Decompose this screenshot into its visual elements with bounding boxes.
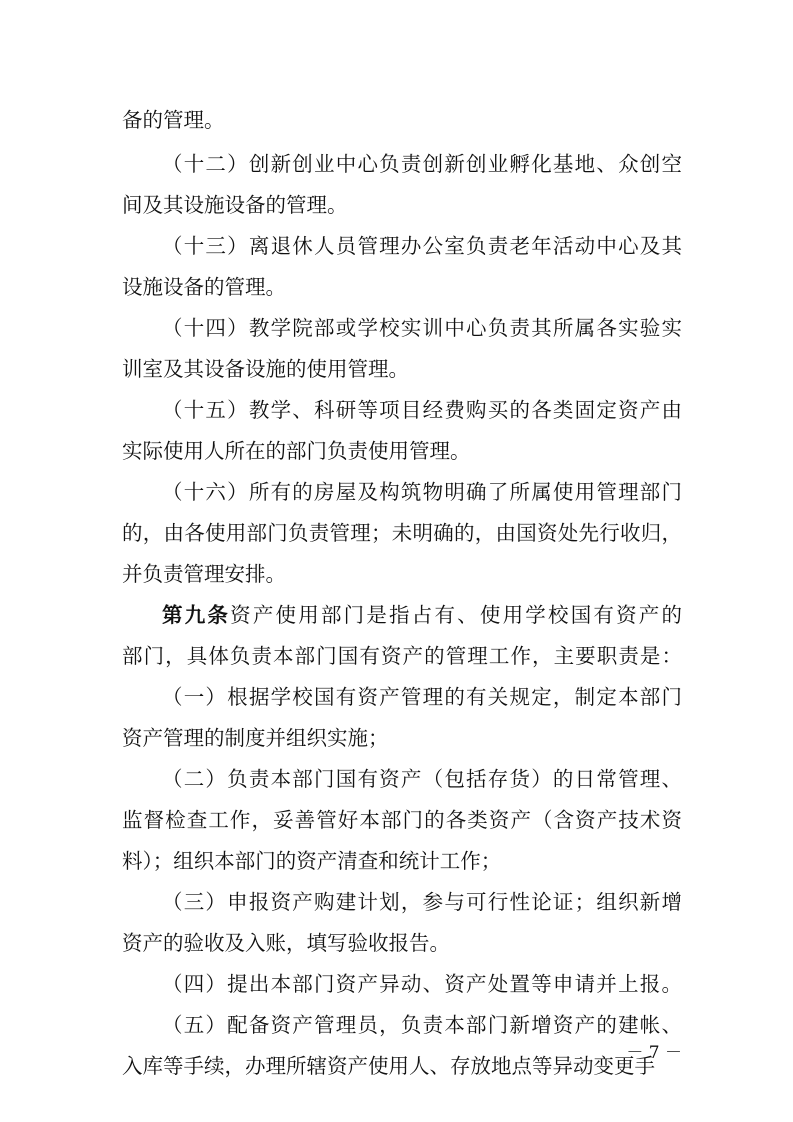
text-line: 设施设备的管理。 (122, 275, 286, 299)
page-number: － 7 － (626, 1043, 682, 1063)
text-line: （五）配备资产管理员，负责本部门新增资产的建帐、 (162, 1013, 682, 1037)
text-line: （十五）教学、科研等项目经费购买的各类固定资产由 (162, 398, 682, 422)
text-line: （十六）所有的房屋及构筑物明确了所属使用管理部门 (162, 480, 682, 504)
text-line: （二）负责本部门国有资产（包括存货）的日常管理、 (162, 767, 682, 791)
text-line: 监督检查工作，妥善管好本部门的各类资产（含资产技术资 (122, 808, 682, 832)
text-line: 的，由各使用部门负责管理；未明确的，由国资处先行收归， (122, 521, 682, 545)
text-line: （十四）教学院部或学校实训中心负责其所属各实验实 (162, 316, 682, 340)
text-line: 资产管理的制度并组织实施； (122, 726, 389, 750)
text-line: 备的管理。 (122, 108, 225, 132)
text-line: 入库等手续，办理所辖资产使用人、存放地点等异动变更手 (122, 1054, 655, 1078)
text-line: 实际使用人所在的部门负责使用管理。 (122, 439, 471, 463)
article-heading-line: 第九条资产使用部门是指占有、使用学校国有资产的 (162, 603, 683, 627)
text-line: （四）提出本部门资产异动、资产处置等申请并上报。 (162, 972, 682, 996)
text-line: （十三）离退休人员管理办公室负责老年活动中心及其 (162, 234, 682, 258)
text-line: 间及其设施设备的管理。 (122, 193, 348, 217)
text-line: 部门，具体负责本部门国有资产的管理工作，主要职责是： (122, 644, 682, 668)
text-line: （十二）创新创业中心负责创新创业孵化基地、众创空 (162, 152, 682, 176)
text-line: 训室及其设备设施的使用管理。 (122, 357, 409, 381)
text-line: 并负责管理安排。 (122, 562, 286, 586)
text-line: （三）申报资产购建计划，参与可行性论证；组织新增 (162, 890, 682, 914)
text-line: （一）根据学校国有资产管理的有关规定，制定本部门 (162, 685, 682, 709)
text-line: 料）；组织本部门的资产清查和统计工作； (122, 849, 502, 873)
text-line: 资产的验收及入账，填写验收报告。 (122, 931, 450, 955)
article-number: 第九条 (162, 603, 231, 627)
